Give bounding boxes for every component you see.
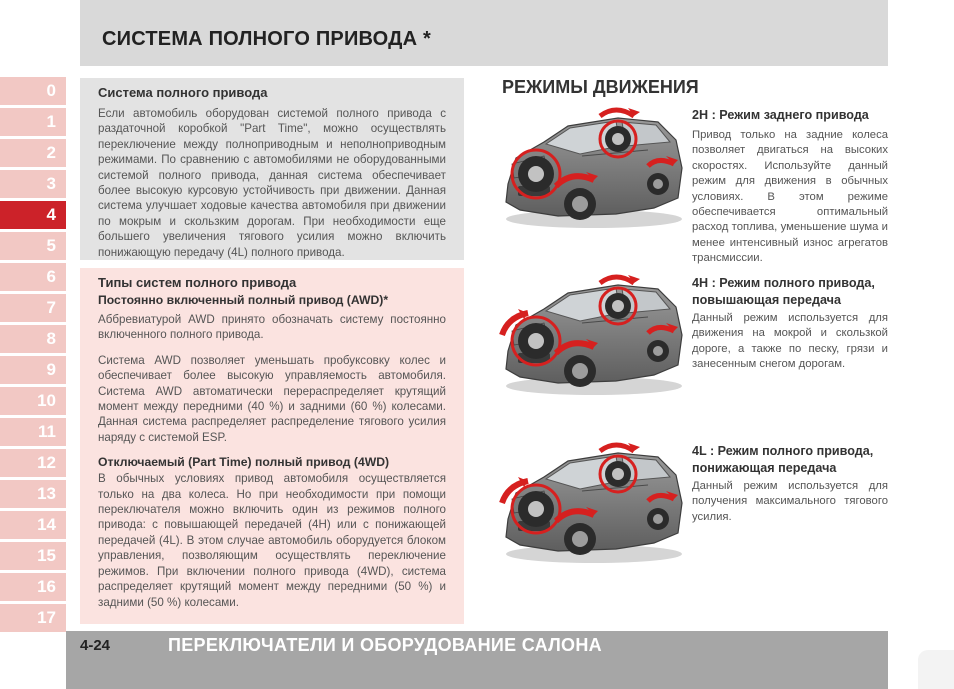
mode-2h: [692, 107, 888, 267]
car-2h-illustration: [498, 106, 688, 231]
chapter-tab-0[interactable]: 0: [0, 77, 66, 105]
chapter-title: ПЕРЕКЛЮЧАТЕЛИ И ОБОРУДОВАНИЕ САЛОНА: [168, 635, 602, 655]
chapter-tab-15[interactable]: 15: [0, 542, 66, 570]
car-4l-illustration: [498, 441, 688, 566]
awd-subtitle: Постоянно включенный полный привод (AWD)*: [98, 293, 389, 307]
mode-4l: [692, 443, 888, 525]
drive-types-box: [80, 268, 464, 624]
mode-2h-text: Привод только на задние колеса позволяет двигаться на высоких скоростях. Используйте данный режим для движения в обычных условиях. В этом режиме обеспечивается оптимальный расход топлива, уменьшение шума и менее интенсивный износ агрегатов трансмиссии.: [692, 129, 888, 265]
part-time-text: В обычных условиях привод автомобиля осуществляется только на два колеса. Но при необходимости при помощи переключателя можно включить один из режимов полного привода: с повышающей передачей (4H) или с понижающей передачей (4L). В этом случае автомобиль оборудуется блоком управления, позволяющим осуществлять переключение режимов. При включении полного привода (4WD), система распределяет крутящий момент между передними (50 %) и задними (50 %) колесами.: [98, 472, 446, 609]
page-number: 4-24: [80, 637, 111, 654]
corner-decoration: [918, 650, 954, 689]
chapter-tab-1[interactable]: 1: [0, 108, 66, 136]
chapter-tab-9[interactable]: 9: [0, 356, 66, 384]
part-time-subtitle: Отключаемый (Part Time) полный привод (4WD): [98, 455, 390, 470]
chapter-tab-16[interactable]: 16: [0, 573, 66, 601]
chapter-tab-2[interactable]: 2: [0, 139, 66, 167]
drive-types-title: Типы систем полного привода: [98, 275, 297, 290]
awd-text-1: Аббревиатурой AWD принято обозначать систему постоянно включенного полного привода.: [98, 313, 446, 342]
mode-4h-text: Данный режим используется для движения на мокрой и скользкой дороге, а также по песку, грязи и занесенным снегом дорогам.: [692, 312, 888, 371]
car-4h-illustration: [498, 273, 688, 398]
chapter-tab-12[interactable]: 12: [0, 449, 66, 477]
chapter-tab-10[interactable]: 10: [0, 387, 66, 415]
mode-4l-title: 4L : Режим полного привода, понижающая передача: [692, 444, 874, 475]
chapter-tab-14[interactable]: 14: [0, 511, 66, 539]
chapter-tab-8[interactable]: 8: [0, 325, 66, 353]
modes-title: РЕЖИМЫ ДВИЖЕНИЯ: [502, 77, 699, 97]
chapter-tab-7[interactable]: 7: [0, 294, 66, 322]
chapter-tab-13[interactable]: 13: [0, 480, 66, 508]
mode-2h-title: 2H : Режим заднего привода: [692, 108, 869, 122]
chapter-tab-6[interactable]: 6: [0, 263, 66, 291]
page-header: [80, 0, 888, 66]
awd-system-title: Система полного привода: [98, 85, 268, 100]
mode-4l-text: Данный режим используется для получения максимального тягового усилия.: [692, 480, 888, 523]
chapter-tab-11[interactable]: 11: [0, 418, 66, 446]
awd-text-2: Система AWD позволяет уменьшать пробуксовку колес и обеспечивает более высокую управляемость автомобиля. Система AWD автоматически перераспределяет крутящий момент между передними (40 %) и задними (60 %) колесами. Данная система распределяет распределение тягового усилия наряду с системой ESP.: [98, 353, 446, 444]
chapter-tab-5[interactable]: 5: [0, 232, 66, 260]
mode-4h-title: 4H : Режим полного привода, повышающая передача: [692, 276, 875, 307]
mode-4h: [692, 275, 888, 373]
chapter-tab-17[interactable]: 17: [0, 604, 66, 632]
awd-system-text: Если автомобиль оборудован системой полного привода с раздаточной коробкой "Part Time", можно осуществлять переключение между полноприводным и неполноприводным режимами. По сравнению с автомобилями не оборудованными системой полного привода, данная система обеспечивает более высокую курсовую устойчивость при движении. Данная система улучшает ходовые качества автомобиля при движении по мокрым и скользким дорогам. При необходимости еще большего увеличения тягового усилия можно включить понижающую передачу (4L) полного привода.: [98, 107, 446, 259]
page-title: СИСТЕМА ПОЛНОГО ПРИВОДА *: [102, 28, 431, 50]
chapter-tab-4[interactable]: 4: [0, 201, 66, 229]
awd-system-box: [80, 78, 464, 260]
chapter-tab-3[interactable]: 3: [0, 170, 66, 198]
page-footer: [66, 631, 888, 689]
